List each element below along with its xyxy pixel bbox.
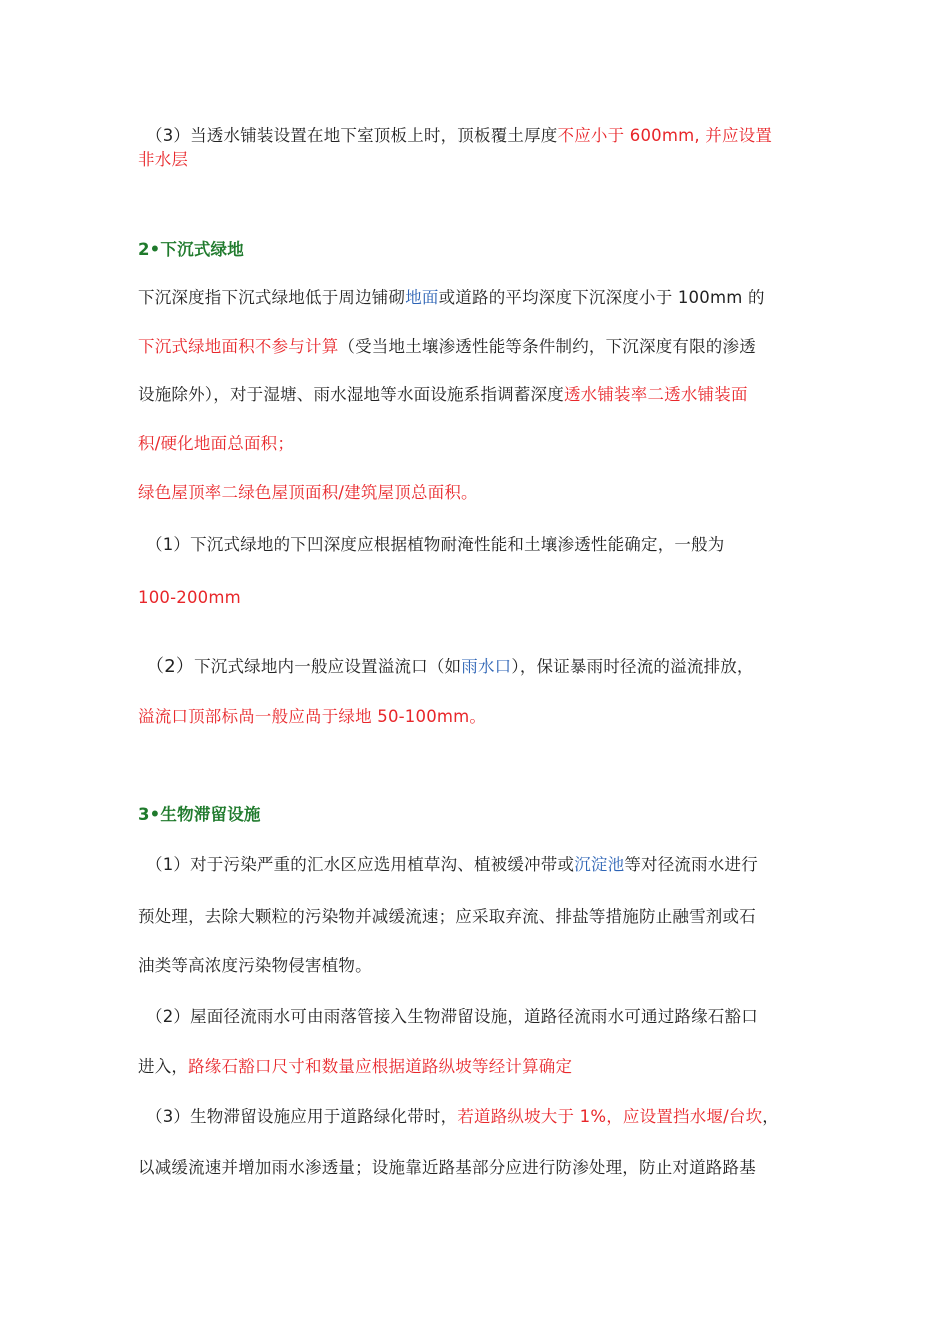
sec2-heading: 2•下沉式绿地 [138, 240, 244, 259]
sec3-item1-text-a: （1）对于污染严重的汇水区应选用植草沟、植被缓冲带或 [146, 855, 575, 874]
sec2-p1-l3-text: 设施除外），对于湿塘、雨水湿地等水面设施系指调蓄深度 [138, 385, 564, 404]
sec2-item2-text-a: 下沉式绿地内一般应设置溢流口（如 [194, 657, 462, 676]
sec3-item2-red: 路缘石豁口尺寸和数量应根据道路纵坡等经计算确定 [188, 1057, 573, 1076]
sec3-item2-text: 进入， [138, 1057, 189, 1076]
sec2-item2-line1 [146, 656, 754, 678]
sec2-p1-line1 [138, 287, 765, 309]
sec2-item2-number: （2） [146, 656, 195, 677]
sec2-p1-line2 [138, 336, 756, 358]
sec3-item3-line2: 以减缓流速并增加雨水渗透量；设施靠近路基部分应进行防渗处理，防止对道路路基 [138, 1158, 756, 1177]
sec2-link-dimian[interactable]: 地面 [405, 288, 439, 307]
sec3-item1-line1 [146, 854, 758, 876]
sec3-item3-text-b: ， [762, 1107, 779, 1126]
sec3-item1-text-b: 等对径流雨水进行 [624, 855, 758, 874]
sec2-p1-line3 [138, 384, 748, 406]
sec2-p1-l2-red: 下沉式绿地面积不参与计算 [138, 337, 339, 356]
sec2-p1-l1-text-a: 下沉深度指下沉式绿地低于周边铺砌 [138, 288, 406, 307]
sec3-item3-text-a: （3）生物滞留设施应用于道路绿化带时， [146, 1107, 458, 1126]
sec3-heading: 3•生物滞留设施 [138, 805, 261, 824]
sec2-p1-l2-text: （受当地土壤渗透性能等条件制约，下沉深度有限的渗透 [338, 337, 756, 356]
sec1-item3-line1 [146, 125, 772, 147]
sec3-item1-line3: 油类等高浓度污染物侵害植物。 [138, 956, 372, 975]
sec2-item1-line1: （1）下沉式绿地的下凹深度应根据植物耐淹性能和土壤渗透性能确定，一般为 [146, 535, 725, 554]
sec3-link-chendianchi[interactable]: 沉淀池 [574, 855, 625, 874]
sec2-link-yushuikou[interactable]: 雨水口 [461, 657, 512, 676]
sec3-item3-red: 若道路纵坡大于 1%，应设置挡水堰/台坎 [457, 1107, 763, 1126]
sec1-item3-text: （3）当透水铺装设置在地下室顶板上时，顶板覆土厚度 [146, 126, 558, 145]
sec2-item2-text-b: ），保证暴雨时径流的溢流排放， [511, 657, 754, 676]
sec2-p1-l3-red: 透水铺装率二透水铺装面 [563, 385, 748, 404]
sec3-item2-line2 [138, 1056, 572, 1078]
sec2-p2: 绿色屋顶率二绿色屋顶面积/建筑屋顶总面积。 [138, 483, 478, 502]
sec1-item3-line2: 非水层 [138, 150, 189, 169]
sec2-item2-line2: 溢流口顶部标咼一般应咼于绿地 50-100mm。 [138, 707, 487, 726]
sec1-item3-red1: 不应小于 600mm, 并应设置 [557, 126, 773, 145]
sec3-item3-line1 [146, 1106, 779, 1128]
sec2-p1-l1-text-b: 或道路的平均深度下沉深度小于 100mm 的 [438, 288, 765, 307]
sec2-p1-line4: 积/硬化地面总面积； [138, 434, 295, 453]
sec2-item1-line2: 100-200mm [138, 588, 241, 607]
sec3-item2-line1: （2）屋面径流雨水可由雨落管接入生物滞留设施，道路径流雨水可通过路缘石豁口 [146, 1007, 758, 1026]
sec3-item1-line2: 预处理，去除大颗粒的污染物并减缓流速；应采取弃流、排盐等措施防止融雪剂或石 [138, 907, 756, 926]
